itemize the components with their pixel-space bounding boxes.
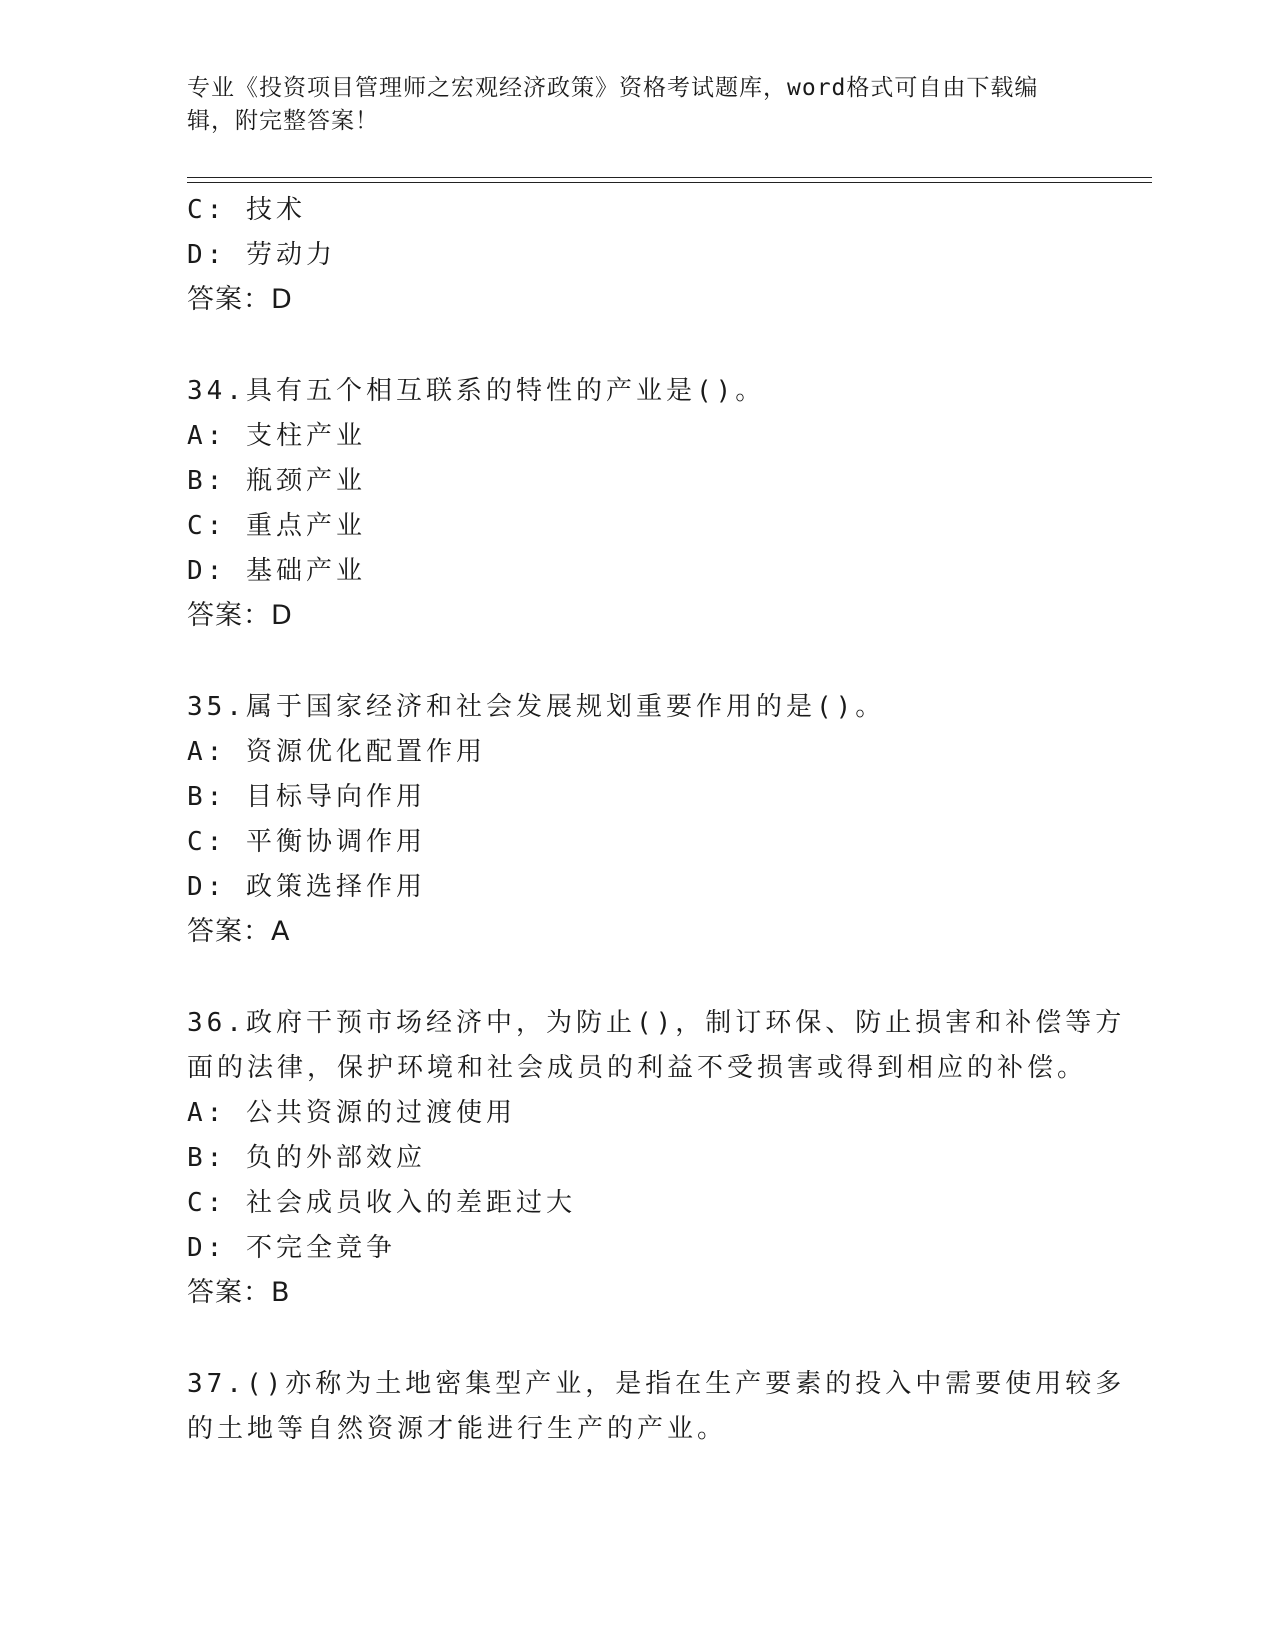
q36-option-a: A: 公共资源的过渡使用 [187, 1098, 516, 1128]
q33-option-d: D: 劳动力 [187, 240, 336, 270]
q35-answer: 答案：A [187, 916, 291, 947]
q36-option-b: B: 负的外部效应 [187, 1143, 426, 1173]
q35-option-c: C: 平衡协调作用 [187, 827, 426, 857]
q33-option-c: C: 技术 [187, 195, 306, 225]
q34-option-c: C: 重点产业 [187, 511, 366, 541]
q36-option-d: D: 不完全竞争 [187, 1233, 396, 1263]
header-line-1: 专业《投资项目管理师之宏观经济政策》资格考试题库，word格式可自由下载编 [187, 75, 1039, 101]
q37-question-line-1: 37.()亦称为土地密集型产业，是指在生产要素的投入中需要使用较多 [187, 1369, 1126, 1399]
q34-question: 34.具有五个相互联系的特性的产业是()。 [187, 376, 766, 406]
header-line-2: 辑，附完整答案！ [187, 108, 379, 134]
q34-answer: 答案：D [187, 600, 293, 631]
q36-option-c: C: 社会成员收入的差距过大 [187, 1188, 576, 1218]
document-header [187, 72, 1067, 138]
q34-option-b: B: 瓶颈产业 [187, 466, 366, 496]
header-divider-top [187, 177, 1152, 178]
q36-answer: 答案：B [187, 1277, 291, 1308]
q37-question-line-2: 的土地等自然资源才能进行生产的产业。 [187, 1414, 728, 1444]
q35-option-a: A: 资源优化配置作用 [187, 737, 486, 767]
q34-option-d: D: 基础产业 [187, 556, 366, 586]
q35-question: 35.属于国家经济和社会发展规划重要作用的是()。 [187, 692, 886, 722]
q35-option-b: B: 目标导向作用 [187, 782, 426, 812]
q34-option-a: A: 支柱产业 [187, 421, 366, 451]
q33-answer: 答案：D [187, 284, 293, 315]
q36-question-line-1: 36.政府干预市场经济中，为防止()，制订环保、防止损害和补偿等方 [187, 1008, 1126, 1038]
q35-option-d: D: 政策选择作用 [187, 872, 426, 902]
q36-question-line-2: 面的法律，保护环境和社会成员的利益不受损害或得到相应的补偿。 [187, 1053, 1088, 1083]
header-divider-bottom [187, 182, 1152, 183]
